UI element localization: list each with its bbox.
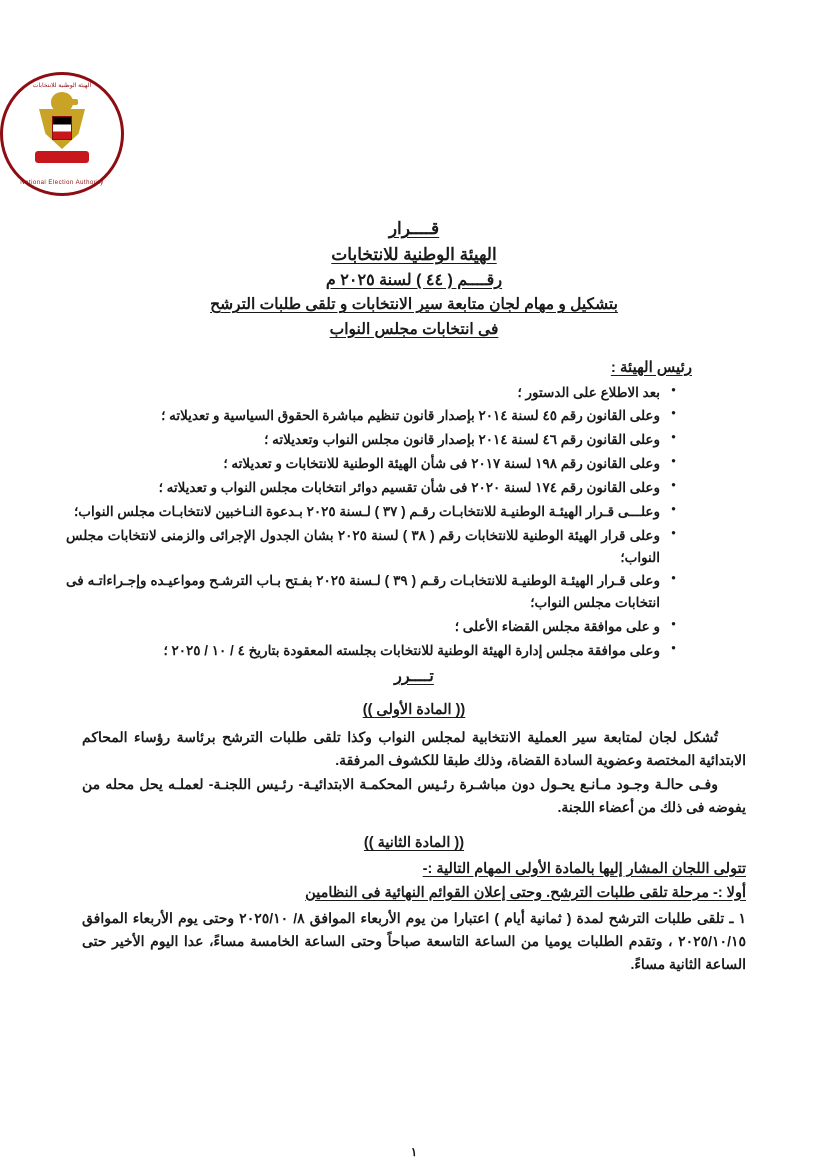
- document-header: [52, 216, 776, 342]
- eagle-head-icon: [51, 92, 73, 112]
- logo-circle: [0, 72, 124, 196]
- list-item: ● وعلـــى قـرار الهيئـة الوطنيـة للانتخابـات رقـم ( ٣٧ ) لـسنة ٢٠٢٥ بـدعوة النـاخبين لانتخابـات مجلس النواب؛: [66, 501, 660, 523]
- eagle-shield-icon: [52, 116, 72, 140]
- list-item: ● بعد الاطلاع على الدستور ؛: [66, 382, 660, 404]
- list-item: ● وعلى موافقة مجلس إدارة الهيئة الوطنية للانتخابات بجلسته المعقودة بتاريخ ٤ / ١٠ / ٢٠٢٥ ؛: [66, 640, 660, 662]
- eagle-emblem-icon: [31, 92, 93, 176]
- page-number: ١: [410, 1145, 418, 1159]
- logo-ring-bottom-label: National Election Authority: [20, 180, 104, 186]
- logo-ring-top-label: الهيئة الوطنية للانتخابات: [32, 83, 92, 89]
- list-item: ● وعلى قـرار الهيئـة الوطنيـة للانتخابـات رقـم ( ٣٩ ) لـسنة ٢٠٢٥ بفـتح بـاب الترشـح ومواعيـده وإجـراءاتـه فى انتخابات مجلس النواب؛: [66, 570, 660, 614]
- list-item: ● وعلى القانون رقم ٤٦ لسنة ٢٠١٤ بإصدار قانون مجلس النواب وتعديلاته ؛: [66, 429, 660, 451]
- list-item: ● وعلى قرار الهيئة الوطنية للانتخابات رقم ( ٣٨ ) لسنة ٢٠٢٥ بشان الجدول الإجرائى والزمنى لانتخابات مجلس النواب؛: [66, 525, 660, 569]
- article-two-stage-title: أولا :- مرحلة تلقى طلبات الترشح. وحتى إعلان القوائم النهائية فى النظامين: [305, 884, 746, 901]
- decision-number: رقــــم ( ٤٤ ) لسنة ٢٠٢٥ م: [325, 271, 503, 289]
- article-one-paragraph-1: تُشكل لجان لمتابعة سير العملية الانتخابية لمجلس النواب وكذا تلقى طلبات الترشح برئاسة رؤساء المحاكم الابتدائية المختصة وعضوية السادة القضاة، وذلك طبقا للكشوف المرفقة.: [82, 728, 746, 768]
- authority-logo: [0, 72, 772, 196]
- chairman-label: رئيس الهيئة :: [610, 358, 692, 376]
- decision-subject-line-2: فى انتخابات مجلس النواب: [329, 320, 499, 338]
- article-one-heading: (( المادة الأولى )): [362, 701, 466, 718]
- article-two-heading: (( المادة الثانية )): [363, 834, 465, 851]
- list-item: ● وعلى القانون رقم ٤٥ لسنة ٢٠١٤ بإصدار قانون تنظيم مباشرة الحقوق السياسية و تعديلاته ؛: [66, 405, 660, 427]
- article-two-item-1: ١ ـ تلقى طلبات الترشح لمدة ( ثمانية أيام ) اعتبارا من يوم الأربعاء الموافق ٨/ ٢٠٢٥/١٠ وحتى يوم الأربعاء الموافق ٢٠٢٥/١٠/١٥ ، وتقدم الطلبات يوميا من الساعة التاسعة صباحاً وحتى الساعة الخامسة مساءً، عدا اليوم الأخير حتى الساعة الثانية مساءً.: [82, 909, 746, 972]
- article-two-tasks-title: تتولى اللجان المشار إليها بالمادة الأولى المهام التالية :-: [422, 860, 746, 877]
- decision-word: قــــرار: [388, 219, 440, 238]
- list-item: ● وعلى القانون رقم ١٩٨ لسنة ٢٠١٧ فى شأن الهيئة الوطنية للانتخابات و تعديلاته ؛: [66, 453, 660, 475]
- decides-word: تــــرر: [394, 667, 434, 685]
- authority-name: الهيئة الوطنية للانتخابات: [331, 245, 497, 265]
- list-item: ● وعلى القانون رقم ١٧٤ لسنة ٢٠٢٠ فى شأن تقسيم دوائر انتخابات مجلس النواب و تعديلاته ؛: [66, 477, 660, 499]
- eagle-scroll-icon: [35, 151, 89, 163]
- preamble-clause-list: [52, 382, 776, 662]
- list-item: ● و على موافقة مجلس القضاء الأعلى ؛: [66, 616, 660, 638]
- article-one-paragraph-2: وفـى حالـة وجـود مـانـع يحـول دون مباشـرة رئـيس المحكمـة الابتدائيـة- رئـيس اللجنـة- لعملـه يحل محله من يفوضه فى ذلك من أعضاء اللجنة.: [82, 776, 746, 815]
- decision-subject-line-1: بتشكيل و مهام لجان متابعة سير الانتخابات و تلقى طلبات الترشح: [210, 296, 618, 314]
